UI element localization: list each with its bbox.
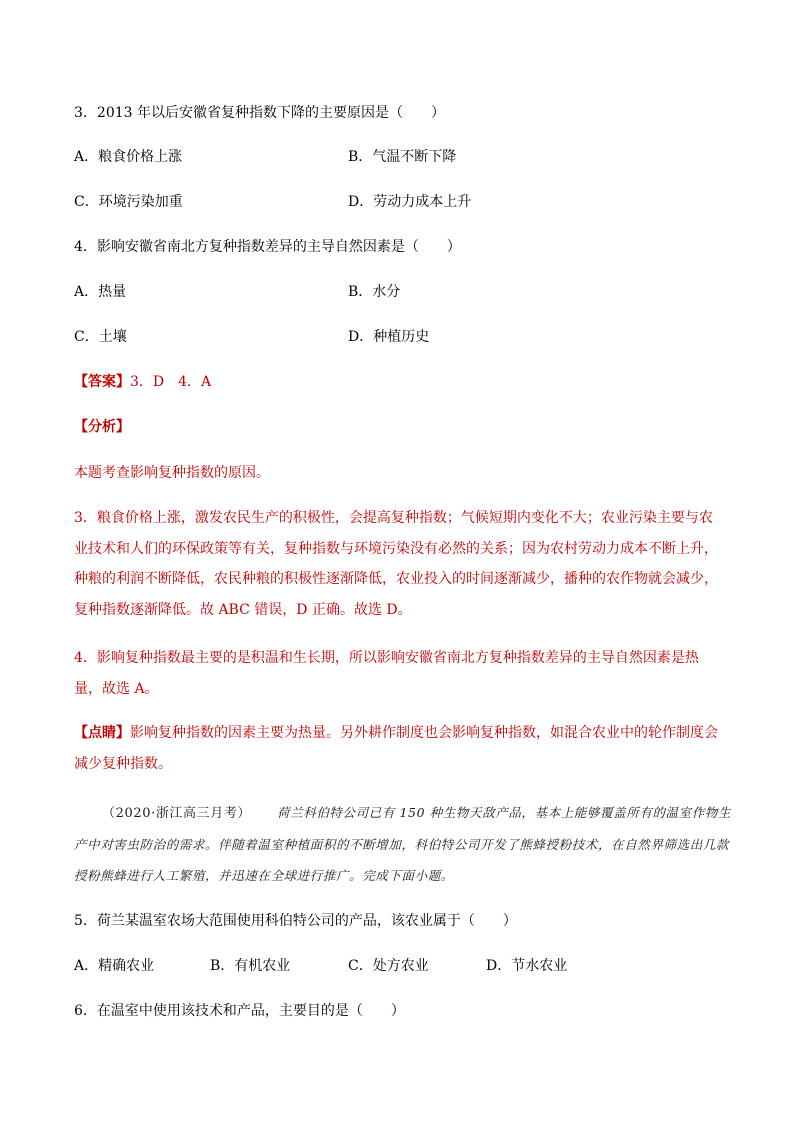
answer-label: 【答案】 (74, 374, 130, 390)
question-5-option-b[interactable]: B．有机农业 (210, 958, 291, 974)
question-3-stem: 3．2013 年以后安徽省复种指数下降的主要原因是（ ） (74, 105, 445, 121)
passage-text: 荷兰科伯特公司已有 150 种生物天敌产品，基本上能够覆盖所有的温室作物生产中对害虫防治的需求。伴随着温室种植面积的不断增加，科伯特公司开发了熊蜂授粉技术，在自然界筛选出几款授粉熊蜂进行人工繁殖，并迅速在全球进行推广。完成下面小题。 (74, 805, 732, 883)
question-4-option-d[interactable]: D．种植历史 (348, 329, 430, 345)
tip-label: 【点睛】 (74, 725, 130, 741)
tip-block (74, 718, 724, 779)
question-5-option-a[interactable]: A．精确农业 (74, 958, 155, 974)
question-3-option-b[interactable]: B．气温不断下降 (348, 149, 457, 165)
question-5-option-d[interactable]: D．节水农业 (486, 958, 568, 974)
explanation-4: 4．影响复种指数最主要的是积温和生长期，所以影响安徽省南北方复种指数差异的主导自然因素是热量，故选 A。 (74, 650, 699, 697)
question-5-stem: 5．荷兰某温室农场大范围使用科伯特公司的产品，该农业属于（ ） (74, 913, 517, 929)
question-3-option-c[interactable]: C．环境污染加重 (74, 194, 183, 210)
question-3-option-d[interactable]: D．劳动力成本上升 (348, 194, 472, 210)
explanation-3: 3．粮食价格上涨，激发农民生产的积极性，会提高复种指数；气候短期内变化不大；农业污染主要与农业技术和人们的环保政策等有关，复种指数与环境污染没有必然的关系；因为农村劳动力成本不断上升，种粮的利润不断降低，农民种粮的积极性逐渐降低，农业投入的时间逐渐减少，播种的农作物就会减少，复种指数逐渐降低。故 ABC 错误，D 正确。故选 D。 (74, 510, 718, 618)
passage-source: （2020·浙江高三月考） (102, 806, 252, 821)
question-5-option-c[interactable]: C．处方农业 (348, 958, 429, 974)
question-4-stem: 4．影响安徽省南北方复种指数差异的主导自然因素是（ ） (74, 239, 461, 255)
analysis-intro: 本题考查影响复种指数的原因。 (74, 465, 270, 481)
answer-line (74, 372, 211, 392)
question-4-option-c[interactable]: C．土壤 (74, 329, 127, 345)
answer-text: 3．D 4．A (130, 374, 212, 390)
question-6-stem: 6．在温室中使用该技术和产品，主要目的是（ ） (74, 1003, 405, 1019)
passage (74, 797, 734, 891)
question-4-option-a[interactable]: A．热量 (74, 284, 127, 300)
analysis-label: 【分析】 (74, 419, 130, 435)
question-4-option-b[interactable]: B．水分 (348, 284, 401, 300)
tip-text: 影响复种指数的因素主要为热量。另外耕作制度也会影响复种指数，如混合农业中的轮作制度会减少复种指数。 (74, 725, 718, 772)
question-3-option-a[interactable]: A．粮食价格上涨 (74, 149, 183, 165)
